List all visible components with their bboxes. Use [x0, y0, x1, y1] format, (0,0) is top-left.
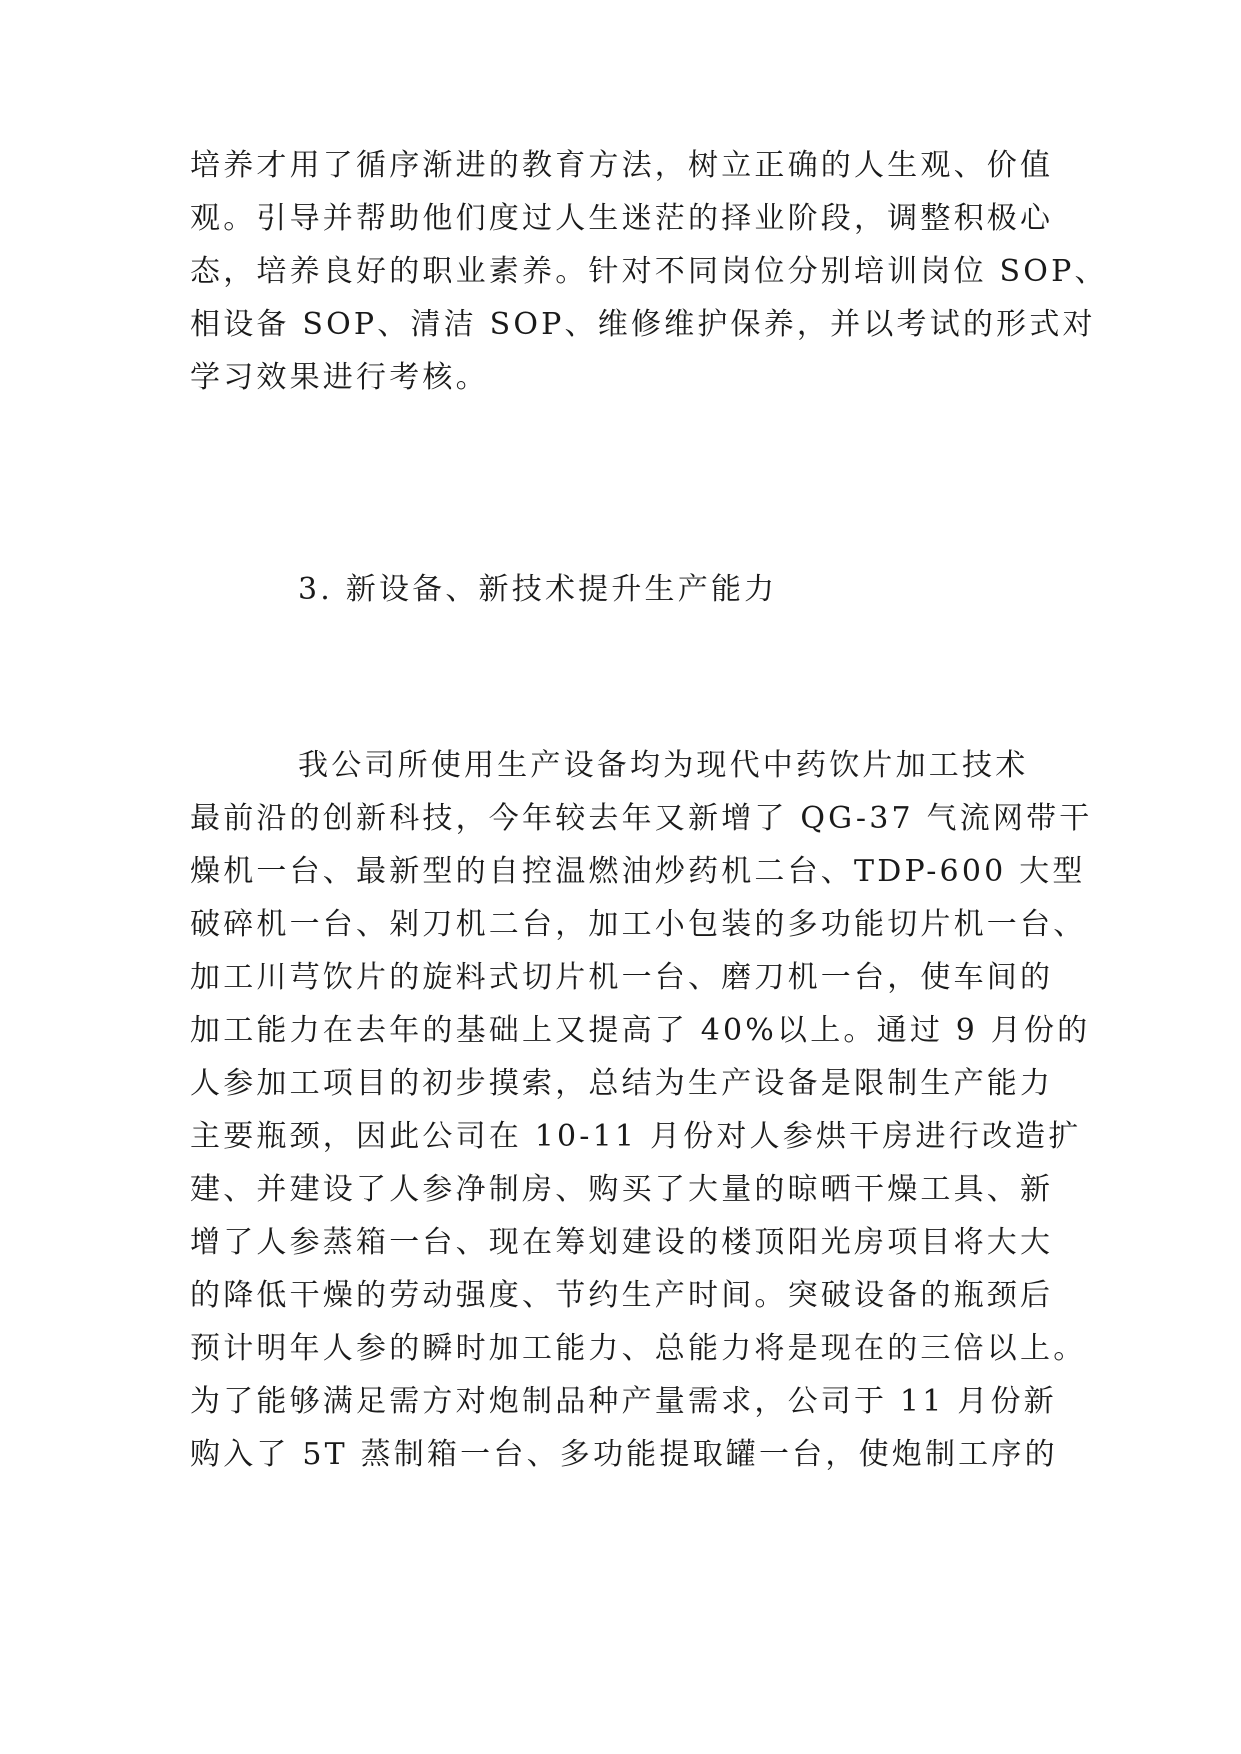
paragraph-line: 燥机一台、最新型的自控温燃油炒药机二台、TDP-600 大型 [190, 854, 1086, 889]
paragraph-line: 主要瓶颈，因此公司在 10-11 月份对人参烘干房进行改造扩 [190, 1119, 1082, 1154]
paragraph-line: 增了人参蒸箱一台、现在筹划建设的楼顶阳光房项目将大大 [190, 1225, 1054, 1260]
paragraph-line: 建、并建设了人参净制房、购买了大量的晾晒干燥工具、新 [190, 1172, 1054, 1207]
paragraph-line: 为了能够满足需方对炮制品种产量需求，公司于 11 月份新 [190, 1384, 1057, 1419]
paragraph-line: 最前沿的创新科技，今年较去年又新增了 QG-37 气流网带干 [190, 801, 1093, 836]
paragraph-line: 我公司所使用生产设备均为现代中药饮片加工技术 [298, 748, 1029, 783]
paragraph-line: 学习效果进行考核。 [190, 360, 489, 395]
paragraph-line: 培养才用了循序渐进的教育方法，树立正确的人生观、价值 [190, 148, 1054, 183]
paragraph-line: 的降低干燥的劳动强度、节约生产时间。突破设备的瓶颈后 [190, 1278, 1054, 1313]
paragraph-line: 观。引导并帮助他们度过人生迷茫的择业阶段，调整积极心 [190, 201, 1054, 236]
paragraph-line: 态，培养良好的职业素养。针对不同岗位分别培训岗位 SOP、 [190, 254, 1108, 289]
paragraph-line: 加工能力在去年的基础上又提高了 40%以上。通过 9 月份的 [190, 1013, 1091, 1048]
paragraph-line: 相设备 SOP、清洁 SOP、维修维护保养，并以考试的形式对 [190, 307, 1096, 342]
paragraph-line: 破碎机一台、剁刀机二台，加工小包装的多功能切片机一台、 [190, 907, 1087, 942]
paragraph-line: 人参加工项目的初步摸索，总结为生产设备是限制生产能力 [190, 1066, 1054, 1101]
paragraph-line: 购入了 5T 蒸制箱一台、多功能提取罐一台，使炮制工序的 [190, 1437, 1058, 1472]
section-heading: 3. 新设备、新技术提升生产能力 [298, 572, 778, 607]
paragraph-line: 加工川芎饮片的旋料式切片机一台、磨刀机一台，使车间的 [190, 960, 1054, 995]
paragraph-line: 预计明年人参的瞬时加工能力、总能力将是现在的三倍以上。 [190, 1331, 1087, 1366]
